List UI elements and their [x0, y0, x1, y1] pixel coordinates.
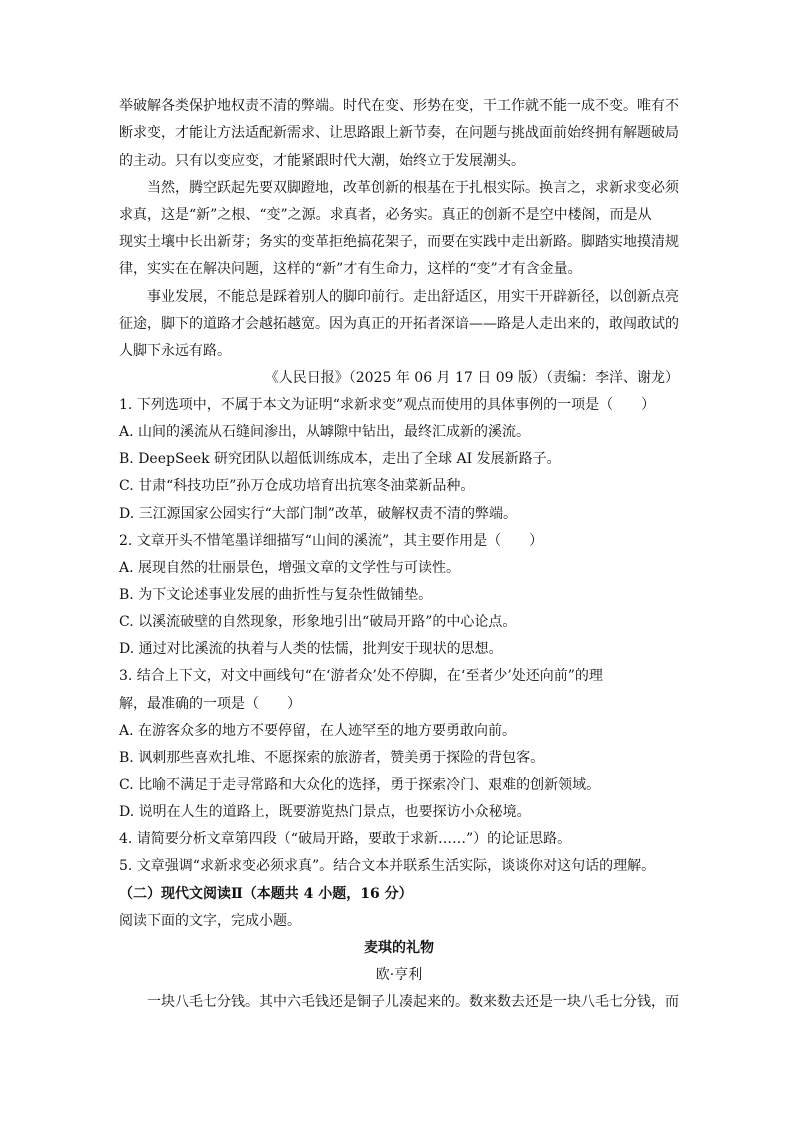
instruction-text: 阅读下面的文字，完成小题。: [119, 913, 301, 929]
question-line: 解，最准确的一项是（ ）: [119, 696, 301, 712]
source-citation: 《人民日报》（2025 年 06 月 17 日 09 版）（责编：李洋、谢龙）: [264, 370, 679, 386]
passage-line: 断求变，才能让方法适配新需求、让思路跟上新节奏，在问题与挑战面前始终拥有解题破局: [119, 125, 679, 141]
option-line: C. 比喻不满足于走寻常路和大众化的选择，勇于探索冷门、艰难的创新领域。: [119, 777, 601, 793]
option-line: D. 说明在人生的道路上，既要游览热门景点，也要探访小众秘境。: [119, 804, 531, 820]
option-line: B. 为下文论述事业发展的曲折性与复杂性做铺垫。: [119, 587, 433, 603]
option-line: A. 展现自然的壮丽景色，增强文章的文学性与可读性。: [119, 560, 461, 576]
option-line: D. 通过对比溪流的执着与人类的怯懦，批判安于现状的思想。: [119, 641, 503, 657]
passage-line: 求真，这是“新”之根、“变”之源。求真者，必务实。真正的创新不是空中楼阁，而是从: [119, 207, 652, 223]
option-line: A. 山间的溪流从石缝间渗出，从罅隙中钻出，最终汇成新的溪流。: [119, 424, 531, 440]
story-title: 麦琪的礼物: [364, 940, 434, 956]
passage-line: 征途，脚下的道路才会越拓越宽。因为真正的开拓者深谙——路是人走出来的，敢闯敢试的: [119, 316, 679, 332]
question-line: 1. 下列选项中，不属于本文为证明“求新求变”观点而使用的具体事例的一项是（ ）: [119, 397, 656, 413]
passage-line: 律，实实在在解决问题，这样的“新”才有生命力，这样的“变”才有含金量。: [119, 261, 582, 277]
option-line: A. 在游客众多的地方不要停留，在人迹罕至的地方要勇敢向前。: [119, 723, 517, 739]
story-first-line: 一块八毛七分钱。其中六毛钱还是铜子儿凑起来的。数来数去还是一块八毛七分钱，而: [147, 994, 679, 1010]
option-line: C. 以溪流破壁的自然现象，形象地引出“破局开路”的中心论点。: [119, 614, 517, 630]
passage-line: 人脚下永远有路。: [119, 343, 231, 359]
option-line: D. 三江源国家公园实行“大部门制”改革，破解权责不清的弊端。: [119, 506, 517, 522]
question-line: 2. 文章开头不惜笔墨详细描写“山间的溪流”，其主要作用是（ ）: [119, 533, 544, 549]
question-line: 4. 请简要分析文章第四段（“破局开路，要敢于求新……”）的论证思路。: [119, 831, 572, 847]
story-author: 欧·亨利: [375, 967, 423, 983]
question-line: 3. 结合上下文，对文中画线句“在‘游者众’处不停脚，在‘至者少’处还向前”的理: [119, 668, 603, 684]
passage-line: 现实土壤中长出新芽；务实的变革拒绝搞花架子，而要在实践中走出新路。脚踏实地摸清规: [119, 234, 679, 250]
passage-line: 当然，腾空跃起先要双脚蹬地，改革创新的根基在于扎根实际。换言之，求新求变必须: [147, 180, 679, 196]
passage-line: 举破解各类保护地权责不清的弊端。时代在变、形势在变，干工作就不能一成不变。唯有不: [119, 98, 679, 114]
question-line: 5. 文章强调“求新求变必须求真”。结合文本并联系生活实际，谈谈你对这句话的理解。: [119, 858, 656, 874]
passage-line: 事业发展，不能总是踩着别人的脚印前行。走出舒适区，用实干开辟新径，以创新点亮: [147, 289, 679, 305]
option-line: B. 讽刺那些喜欢扎堆、不愿探索的旅游者，赞美勇于探险的背包客。: [119, 750, 545, 766]
passage-line: 的主动。只有以变应变，才能紧跟时代大潮，始终立于发展潮头。: [119, 153, 525, 169]
section-title: （二）现代文阅读Ⅱ（本题共 4 小题，16 分）: [119, 886, 413, 902]
option-line: C. 甘肃“科技功臣”孙万仓成功培育出抗寒冬油菜新品种。: [119, 478, 475, 494]
option-line: B. DeepSeek 研究团队以超低训练成本，走出了全球 AI 发展新路子。: [119, 451, 561, 467]
